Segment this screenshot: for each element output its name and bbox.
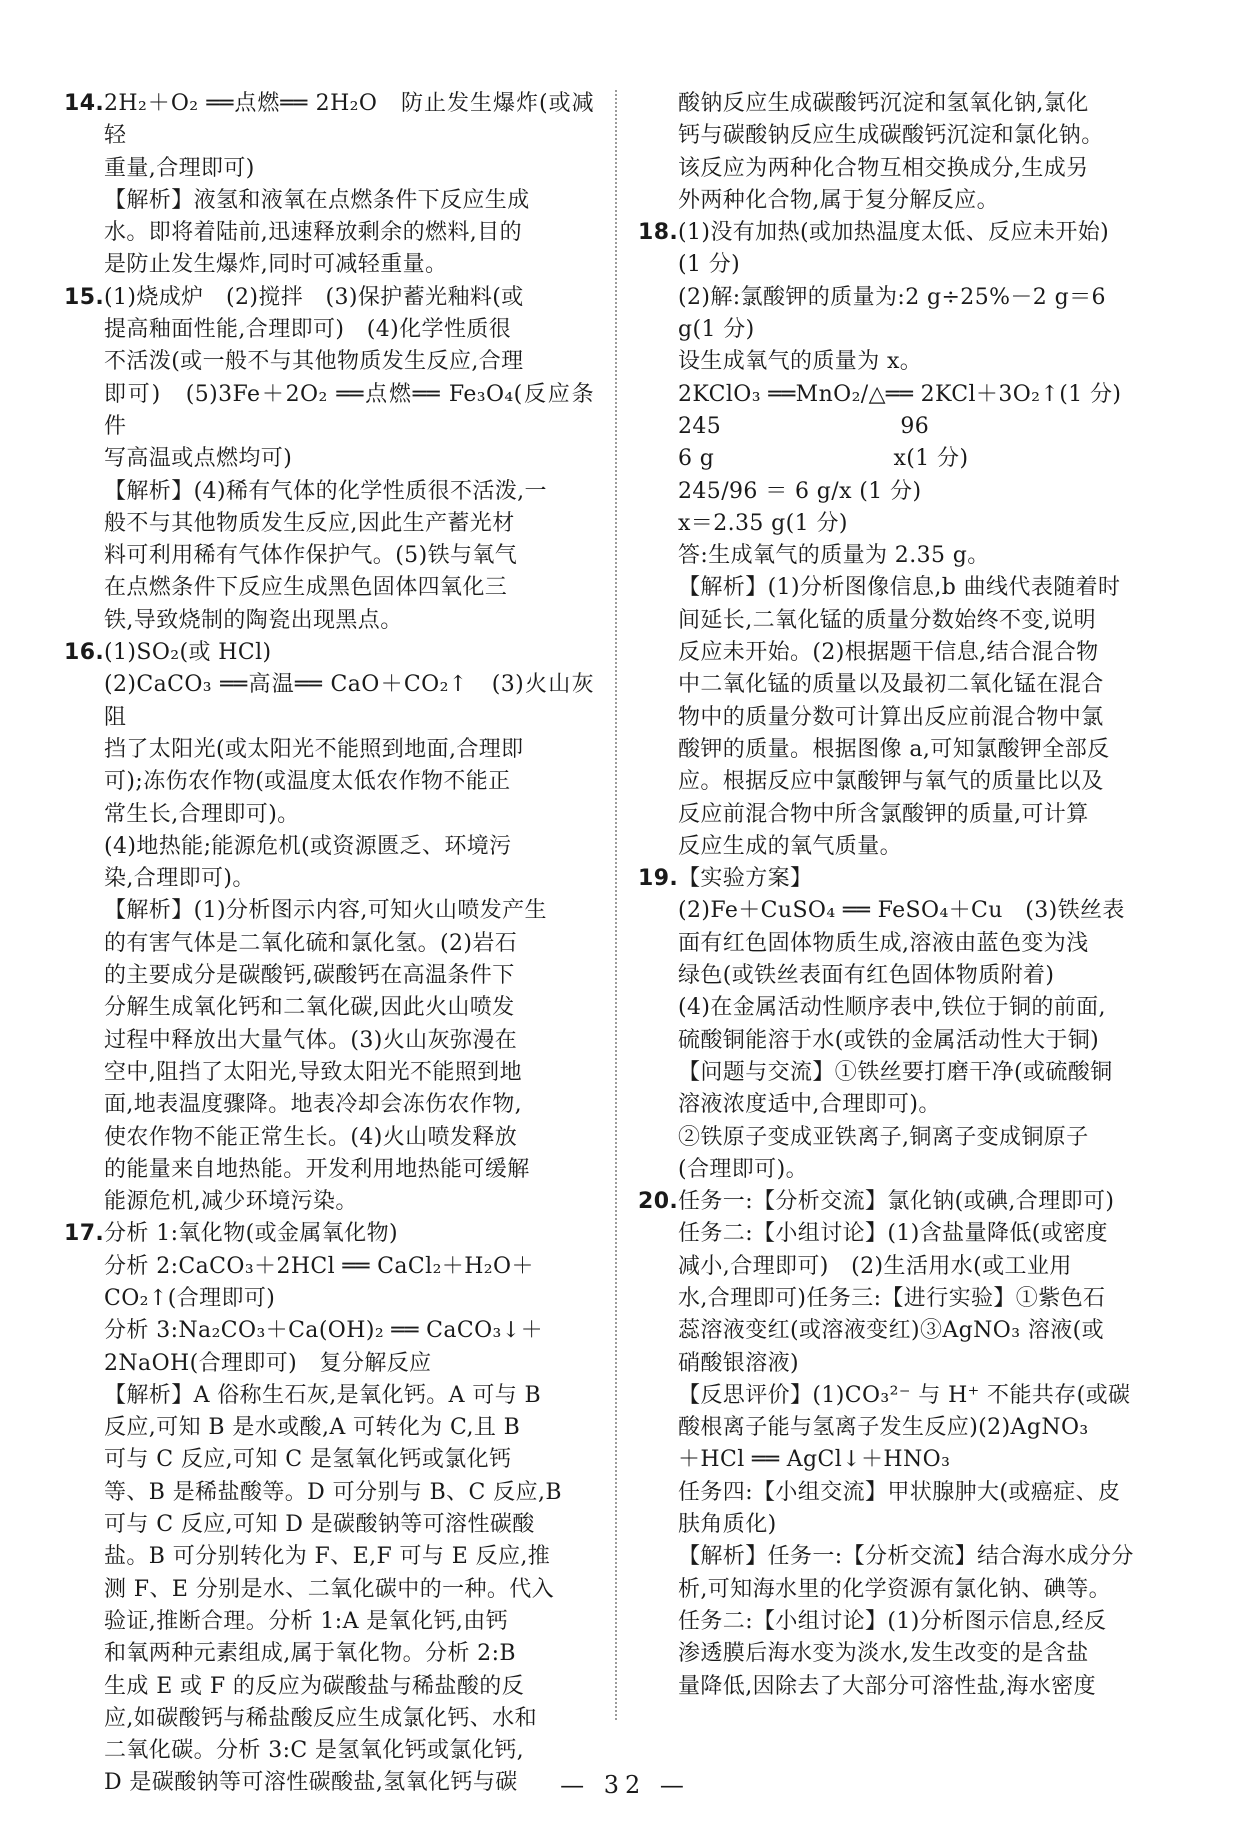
answer-line: 的主要成分是碳酸钙,碳酸钙在高温条件下 (104, 963, 515, 989)
answer-line: 应。根据反应中氯酸钾与氧气的质量比以及 (678, 769, 1104, 795)
answer-line: 硝酸银溶液) (678, 1350, 799, 1376)
answer-line: 【解析】A 俗称生石灰,是氧化钙。A 可与 B (104, 1382, 542, 1408)
answer-line: CO₂↑(合理即可) (104, 1285, 276, 1311)
answer-line: 验证,推断合理。分析 1:A 是氧化钙,由钙 (104, 1608, 509, 1634)
answer-line: 2H₂＋O₂ ══点燃══ 2H₂O 防止发生爆炸(或减轻 (104, 91, 594, 149)
answer-line: 溶液浓度适中,合理即可)。 (678, 1092, 941, 1118)
answer-line: 蕊溶液变红(或溶液变红)③AgNO₃ 溶液(或 (678, 1318, 1105, 1344)
answer-line: 铁,导致烧制的陶瓷出现黑点。 (104, 607, 403, 633)
answer-line: 减小,合理即可) (2)生活用水(或工业用 (678, 1253, 1072, 1279)
answer-line: 的有害气体是二氧化硫和氯化氢。(2)岩石 (104, 930, 518, 956)
answer-line: 任务一:【分析交流】氯化钠(或碘,合理即可) (678, 1189, 1115, 1215)
answer-line: 提高釉面性能,合理即可) (4)化学性质很 (104, 317, 512, 343)
answer-line: 分析 3:Na₂CO₃＋Ca(OH)₂ ══ CaCO₃↓＋ (104, 1318, 543, 1344)
answer-line: 测 F、E 分别是水、二氧化碳中的一种。代入 (104, 1576, 555, 1602)
left-column (64, 88, 594, 1800)
answer-line: 即可) (5)3Fe＋2O₂ ══点燃══ Fe₃O₄(反应条件 (104, 381, 594, 439)
question-number: 19. (638, 866, 679, 892)
answer-line: 【解析】(4)稀有气体的化学性质很不活泼,一 (104, 478, 547, 504)
answer-item (638, 863, 1174, 1186)
answer-line: 物中的质量分数可计算出反应前混合物中氯 (678, 704, 1104, 730)
answer-line: 【解析】液氢和液氧在点燃条件下反应生成 (104, 187, 530, 213)
answer-line: 酸根离子能与氢离子发生反应)(2)AgNO₃ (678, 1415, 1089, 1441)
answer-line: D 是碳酸钠等可溶性碳酸盐,氢氧化钙与碳 (104, 1770, 518, 1796)
answer-line: (1)SO₂(或 HCl) (104, 640, 272, 666)
answer-item (64, 88, 594, 282)
answer-line: 的能量来自地热能。开发利用地热能可缓解 (104, 1156, 530, 1182)
answer-line: 外两种化合物,属于复分解反应。 (678, 187, 999, 213)
answer-line: 该反应为两种化合物互相交换成分,生成另 (678, 155, 1089, 181)
answer-line: 肤角质化) (678, 1512, 777, 1538)
question-number: 20. (638, 1189, 679, 1215)
answer-line: 水,合理即可)任务三:【进行实验】①紫色石 (678, 1285, 1106, 1311)
answer-line: (1)没有加热(或加热温度太低、反应未开始) (678, 220, 1110, 246)
answer-line: 不活泼(或一般不与其他物质发生反应,合理 (104, 349, 524, 375)
answer-line: 析,可知海水里的化学资源有氯化钠、碘等。 (678, 1576, 1111, 1602)
page-number: — 32 — (560, 1771, 690, 1799)
answer-line: 设生成氧气的质量为 x。 (678, 349, 923, 375)
answer-line: 使农作物不能正常生长。(4)火山喷发释放 (104, 1124, 518, 1150)
answer-line: 分解生成氧化钙和二氧化碳,因此火山喷发 (104, 995, 515, 1021)
answer-line: 反应生成的氧气质量。 (678, 833, 903, 859)
answer-line: 常生长,合理即可)。 (104, 801, 300, 827)
answer-line: 绿色(或铁丝表面有红色固体物质附着) (678, 963, 1055, 989)
question-number: 18. (638, 220, 679, 246)
answer-line: (2)解:氯酸钾的质量为:2 g÷25%－2 g＝6 (678, 284, 1106, 310)
answer-line: 写高温或点燃均可) (104, 446, 293, 472)
answer-line: 反应前混合物中所含氯酸钾的质量,可计算 (678, 801, 1089, 827)
answer-line: 245 96 (678, 413, 930, 439)
answer-line: 【解析】任务一:【分析交流】结合海水成分分 (678, 1544, 1134, 1570)
answer-line: 可与 C 反应,可知 D 是碳酸钠等可溶性碳酸 (104, 1512, 535, 1538)
answer-line: 2NaOH(合理即可) 复分解反应 (104, 1350, 432, 1376)
answer-line: 般不与其他物质发生反应,因此生产蓄光材 (104, 510, 515, 536)
answer-line: 【问题与交流】①铁丝要打磨干净(或硫酸铜 (678, 1059, 1113, 1085)
answer-line: 【实验方案】 (678, 866, 813, 892)
answer-line: 间延长,二氧化锰的质量分数始终不变,说明 (678, 607, 1096, 633)
answer-line: 是防止发生爆炸,同时可减轻重量。 (104, 252, 448, 278)
answer-line: (合理即可)。 (678, 1156, 808, 1182)
answer-line: 量降低,因除去了大部分可溶性盐,海水密度 (678, 1673, 1096, 1699)
answer-line: 挡了太阳光(或太阳光不能照到地面,合理即 (104, 736, 524, 762)
answer-line: 【反思评价】(1)CO₃²⁻ 与 H⁺ 不能共存(或碳 (678, 1382, 1131, 1408)
answer-item (638, 1186, 1174, 1703)
answer-line: 分析 2:CaCO₃＋2HCl ══ CaCl₂＋H₂O＋ (104, 1253, 534, 1279)
answer-line: (4)在金属活动性顺序表中,铁位于铜的前面, (678, 995, 1106, 1021)
answer-line: (2)Fe＋CuSO₄ ══ FeSO₄＋Cu (3)铁丝表 (678, 898, 1125, 924)
answer-line: (1 分) (678, 252, 741, 278)
answer-line: 料可利用稀有气体作保护气。(5)铁与氧气 (104, 543, 518, 569)
answer-line: ＋HCl ══ AgCl↓＋HNO₃ (678, 1447, 951, 1473)
question-number: 15. (64, 284, 105, 310)
answer-line: 水。即将着陆前,迅速释放剩余的燃料,目的 (104, 220, 522, 246)
answer-line: 空中,阻挡了太阳光,导致太阳光不能照到地 (104, 1059, 522, 1085)
answer-line: (2)CaCO₃ ══高温══ CaO＋CO₂↑ (3)火山灰阻 (104, 672, 594, 730)
answer-line: 6 g x(1 分) (678, 446, 969, 472)
answer-line: 【解析】(1)分析图像信息,b 曲线代表随着时 (678, 575, 1121, 601)
answer-line: 分析 1:氧化物(或金属氧化物) (104, 1221, 398, 1247)
answer-line: 能源危机,减少环境污染。 (104, 1189, 358, 1215)
question-number: 14. (64, 91, 105, 116)
answer-continuation (638, 88, 1174, 217)
answer-line: 硫酸铜能溶于水(或铁的金属活动性大于铜) (678, 1027, 1100, 1053)
question-number: 17. (64, 1221, 105, 1247)
answer-line: 生成 E 或 F 的反应为碳酸盐与稀盐酸的反 (104, 1673, 525, 1699)
question-number: 16. (64, 640, 105, 666)
answer-line: 重量,合理即可) (104, 155, 255, 181)
answer-line: 任务二:【小组讨论】(1)分析图示信息,经反 (678, 1608, 1107, 1634)
column-divider (615, 90, 617, 1720)
answer-line: 任务二:【小组讨论】(1)含盐量降低(或密度 (678, 1221, 1108, 1247)
answer-item (64, 1218, 594, 1799)
answer-line: 面有红色固体物质生成,溶液由蓝色变为浅 (678, 930, 1089, 956)
answer-line: 答:生成氧气的质量为 2.35 g。 (678, 543, 990, 569)
answer-line: 盐。B 可分别转化为 F、E,F 可与 E 反应,推 (104, 1544, 551, 1570)
answer-line: 中二氧化锰的质量以及最初二氧化锰在混合 (678, 672, 1104, 698)
answer-line: 渗透膜后海水变为淡水,发生改变的是含盐 (678, 1641, 1089, 1667)
answer-line: 应,如碳酸钙与稀盐酸反应生成氯化钙、水和 (104, 1705, 537, 1731)
answer-line: g(1 分) (678, 317, 755, 343)
answer-line: 可与 C 反应,可知 C 是氢氧化钙或氯化钙 (104, 1447, 512, 1473)
right-column (638, 88, 1174, 1703)
answer-line: 反应,可知 B 是水或酸,A 可转化为 C,且 B (104, 1415, 521, 1441)
answer-line: 面,地表温度骤降。地表冷却会冻伤农作物, (104, 1092, 522, 1118)
answer-line: 钙与碳酸钠反应生成碳酸钙沉淀和氯化钠。 (678, 123, 1104, 149)
answer-line: (1)烧成炉 (2)搅拌 (3)保护蓄光釉料(或 (104, 284, 524, 310)
answer-line: 过程中释放出大量气体。(3)火山灰弥漫在 (104, 1027, 518, 1053)
answer-line: 酸钾的质量。根据图像 a,可知氯酸钾全部反 (678, 736, 1110, 762)
answer-line: 染,合理即可)。 (104, 866, 255, 892)
answer-line: (4)地热能;能源危机(或资源匮乏、环境污 (104, 833, 512, 859)
answer-item (638, 217, 1174, 863)
answer-line: 任务四:【小组交流】甲状腺肿大(或癌症、皮 (678, 1479, 1121, 1505)
answer-line: 和氧两种元素组成,属于氧化物。分析 2:B (104, 1641, 516, 1667)
answer-line: 反应未开始。(2)根据题干信息,结合混合物 (678, 640, 1099, 666)
answer-line: 在点燃条件下反应生成黑色固体四氧化三 (104, 575, 508, 601)
answer-line: x＝2.35 g(1 分) (678, 510, 848, 536)
answer-item (64, 282, 594, 637)
answer-line: 2KClO₃ ══MnO₂/△══ 2KCl＋3O₂↑(1 分) (678, 381, 1122, 407)
answer-line: ②铁原子变成亚铁离子,铜离子变成铜原子 (678, 1124, 1089, 1150)
answer-line: 【解析】(1)分析图示内容,可知火山喷发产生 (104, 898, 547, 924)
answer-line: 酸钠反应生成碳酸钙沉淀和氢氧化钠,氯化 (678, 91, 1089, 116)
answer-item (64, 637, 594, 1218)
answer-line: 二氧化碳。分析 3:C 是氢氧化钙或氯化钙, (104, 1738, 525, 1764)
answer-line: 可);冻伤农作物(或温度太低农作物不能正 (104, 769, 511, 795)
answer-line: 等、B 是稀盐酸等。D 可分别与 B、C 反应,B (104, 1479, 562, 1505)
answer-line: 245/96 ＝ 6 g/x (1 分) (678, 478, 922, 504)
